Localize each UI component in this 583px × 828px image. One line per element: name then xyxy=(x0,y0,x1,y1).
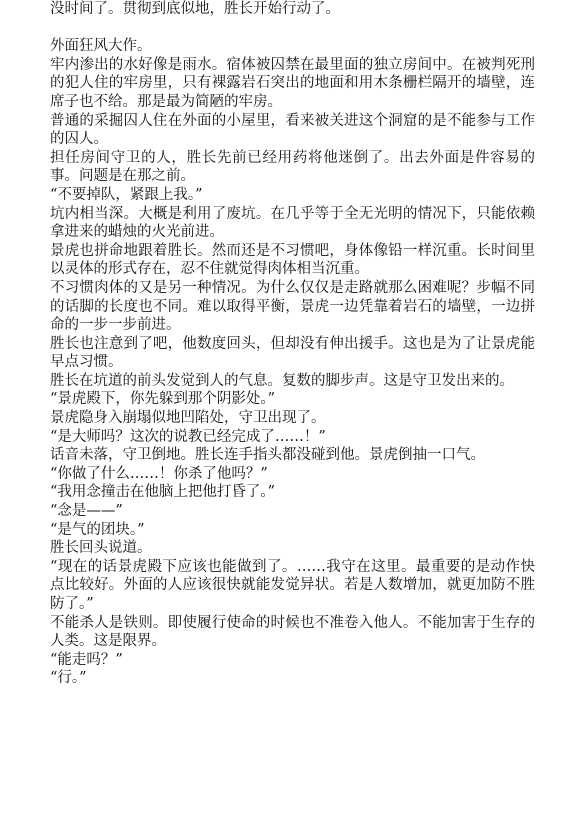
paragraph: 外面狂风大作。 xyxy=(50,38,152,55)
paragraph: 牢内渗出的水好像是雨水。宿体被囚禁在最里面的独立房间中。在被判死刑的犯人住的牢房里，只有裸露岩石突出的地面和用木条栅栏隔开的墙壁，连席子也不给。那是最为简陋的牢房。 xyxy=(50,56,535,110)
paragraph: 胜长也注意到了吧，他数度回头，但却没有伸出援手。这也是为了让景虎能早点习惯。 xyxy=(50,335,535,371)
paragraph: 景虎隐身入崩塌似地凹陷处，守卫出现了。 xyxy=(50,410,326,427)
paragraph: 不习惯肉体的又是另一种情况。为什么仅仅是走路就那么困难呢？步幅不同的话脚的长度也不同。难以取得平衡，景虎一边凭靠着岩石的墙壁，一边拼命的一步一步前进。 xyxy=(50,279,535,334)
dialogue: “不要掉队，紧跟上我。” xyxy=(50,186,203,203)
dialogue: “现在的话景虎殿下应该也能做到了。……我守在这里。最重要的是动作快点比较好。外面的人应该很快就能发觉异状。若是人数增加，就更加防不胜防了。” xyxy=(50,558,535,612)
document-page xyxy=(50,0,535,828)
paragraph: 坑内相当深。大概是利用了废坑。在几乎等于全无光明的情况下，只能依赖拿进来的蜡烛的火光前进。 xyxy=(50,205,535,241)
paragraph: 话音未落，守卫倒地。胜长连手指头都没碰到他。景虎倒抽一口气。 xyxy=(50,447,485,464)
paragraph: 景虎也拼命地跟着胜长。然而还是不习惯吧，身体像铅一样沉重。长时间里以灵体的形式存在，忍不住就觉得肉体相当沉重。 xyxy=(50,242,535,278)
dialogue: “是气的团块。” xyxy=(50,521,145,538)
paragraph: 担任房间守卫的人，胜长先前已经用药将他迷倒了。出去外面是件容易的事。问题是在那之前。 xyxy=(50,149,535,185)
paragraph: 普通的采掘囚人住在外面的小屋里，看来被关进这个洞窟的是不能参与工作的囚人。 xyxy=(50,112,535,148)
paragraph: 不能杀人是铁则。即使履行使命的时候也不准卷入他人。不能加害于生存的人类。这是限界。 xyxy=(50,614,535,650)
dialogue: “能走吗？” xyxy=(50,651,123,668)
blank-line xyxy=(50,19,535,38)
paragraph: 没时间了。贯彻到底似地，胜长开始行动了。 xyxy=(50,1,340,17)
dialogue: “念是——” xyxy=(50,503,123,520)
paragraph: 胜长在坑道的前头发觉到人的气息。复数的脚步声。这是守卫发出来的。 xyxy=(50,372,514,389)
dialogue: “景虎殿下，你先躲到那个阴影处。” xyxy=(50,391,276,408)
paragraph: 胜长回头说道。 xyxy=(50,540,152,557)
dialogue: “你做了什么……！你杀了他吗？” xyxy=(50,465,268,482)
dialogue: “是大师吗？这次的说教已经完成了……！” xyxy=(50,428,326,445)
dialogue: “我用念撞击在他脑上把他打昏了。” xyxy=(50,484,276,501)
dialogue: “行。” xyxy=(50,670,87,687)
